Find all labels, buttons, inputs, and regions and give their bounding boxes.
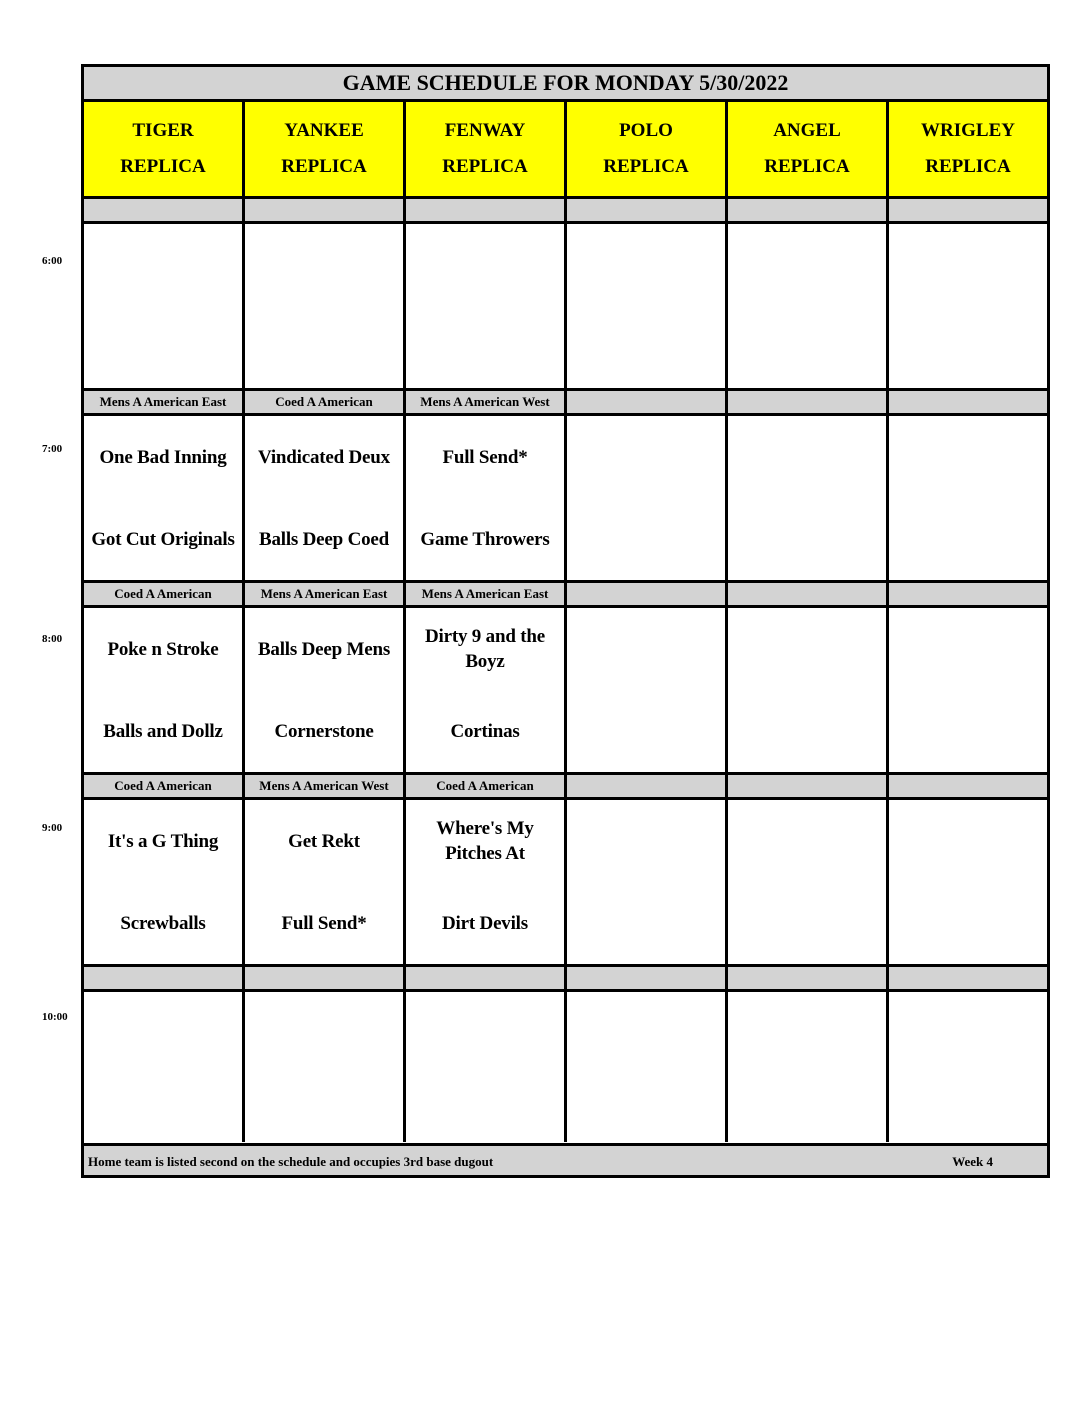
division-label bbox=[567, 583, 725, 605]
division-label bbox=[889, 199, 1047, 221]
division-label bbox=[889, 967, 1047, 989]
home-team bbox=[640, 498, 652, 580]
away-team bbox=[157, 992, 169, 1074]
away-team bbox=[962, 416, 974, 498]
game-slot bbox=[889, 992, 1047, 1156]
game-slot bbox=[245, 608, 403, 772]
home-team bbox=[962, 690, 974, 772]
game-slot bbox=[567, 800, 725, 964]
division-label bbox=[567, 199, 725, 221]
home-team bbox=[962, 498, 974, 580]
division-label bbox=[406, 199, 564, 221]
game-slot bbox=[245, 800, 403, 964]
game-slot bbox=[567, 224, 725, 388]
home-team bbox=[640, 306, 652, 388]
footer-note: Home team is listed second on the schedule and occupies 3rd base dugout bbox=[88, 1154, 494, 1169]
away-team bbox=[640, 992, 652, 1074]
away-team bbox=[640, 608, 652, 690]
division-label: Mens A American East bbox=[245, 583, 403, 605]
venue-header-wrigley bbox=[889, 102, 1047, 196]
game-slot bbox=[889, 224, 1047, 388]
venue-name: ANGEL bbox=[773, 120, 841, 141]
division-label: Mens A American West bbox=[406, 391, 564, 413]
game-slot bbox=[245, 992, 403, 1156]
division-label bbox=[889, 391, 1047, 413]
home-team bbox=[801, 498, 813, 580]
home-team bbox=[801, 690, 813, 772]
home-team: Cornerstone bbox=[274, 720, 374, 742]
away-team: Poke n Stroke bbox=[107, 638, 219, 660]
home-team bbox=[962, 306, 974, 388]
game-slot bbox=[84, 608, 242, 772]
away-team: Full Send* bbox=[442, 446, 528, 468]
schedule-grid bbox=[84, 102, 1047, 1142]
game-slot bbox=[567, 608, 725, 772]
away-team bbox=[318, 224, 330, 306]
venue-header-yankee bbox=[245, 102, 403, 196]
venue-header-polo bbox=[567, 102, 725, 196]
game-slot bbox=[406, 608, 564, 772]
away-team bbox=[157, 224, 169, 306]
away-team bbox=[479, 992, 491, 1074]
game-slot bbox=[889, 416, 1047, 580]
home-team bbox=[318, 306, 330, 388]
away-team bbox=[640, 224, 652, 306]
home-team bbox=[801, 882, 813, 964]
game-slot bbox=[84, 416, 242, 580]
division-label: Mens A American West bbox=[245, 775, 403, 797]
week-label: Week 4 bbox=[952, 1154, 993, 1169]
division-label bbox=[728, 583, 886, 605]
venue-type: REPLICA bbox=[764, 156, 850, 177]
home-team bbox=[640, 690, 652, 772]
game-slot bbox=[406, 800, 564, 964]
division-label bbox=[728, 391, 886, 413]
footer-bar bbox=[84, 1143, 1047, 1175]
division-label bbox=[406, 967, 564, 989]
home-team: Game Throwers bbox=[420, 528, 550, 550]
division-label bbox=[889, 775, 1047, 797]
game-slot bbox=[728, 800, 886, 964]
division-label: Mens A American East bbox=[84, 391, 242, 413]
venue-name: POLO bbox=[619, 120, 673, 141]
venue-name: WRIGLEY bbox=[921, 120, 1015, 141]
game-slot bbox=[728, 224, 886, 388]
division-label bbox=[728, 199, 886, 221]
home-team: Full Send* bbox=[281, 912, 367, 934]
home-team: Got Cut Originals bbox=[91, 528, 235, 550]
division-label: Coed A American bbox=[406, 775, 564, 797]
time-label-8: 8:00 bbox=[42, 633, 63, 645]
division-label bbox=[245, 967, 403, 989]
venue-type: REPLICA bbox=[281, 156, 367, 177]
away-team bbox=[318, 992, 330, 1074]
away-team bbox=[801, 992, 813, 1074]
home-team: Balls Deep Coed bbox=[258, 528, 389, 550]
division-label: Mens A American East bbox=[406, 583, 564, 605]
division-label bbox=[84, 967, 242, 989]
game-slot bbox=[728, 992, 886, 1156]
away-team bbox=[479, 224, 491, 306]
away-team bbox=[801, 608, 813, 690]
venue-type: REPLICA bbox=[925, 156, 1011, 177]
time-label-10: 10:00 bbox=[42, 1011, 68, 1023]
game-slot bbox=[728, 608, 886, 772]
venue-type: REPLICA bbox=[603, 156, 689, 177]
division-label bbox=[728, 967, 886, 989]
home-team: Screwballs bbox=[120, 912, 206, 934]
venue-type: REPLICA bbox=[120, 156, 206, 177]
time-column bbox=[0, 0, 80, 1408]
away-team: Dirty 9 and the Boyz bbox=[425, 626, 545, 672]
game-slot bbox=[84, 800, 242, 964]
away-team bbox=[801, 800, 813, 882]
venue-header-angel bbox=[728, 102, 886, 196]
venue-name: FENWAY bbox=[444, 120, 526, 141]
venue-header-tiger bbox=[84, 102, 242, 196]
home-team bbox=[157, 306, 169, 388]
game-slot bbox=[889, 608, 1047, 772]
away-team bbox=[640, 416, 652, 498]
division-label: Coed A American bbox=[84, 583, 242, 605]
game-slot bbox=[245, 416, 403, 580]
venue-type: REPLICA bbox=[442, 156, 528, 177]
away-team: Where's My Pitches At bbox=[436, 818, 534, 864]
away-team bbox=[801, 416, 813, 498]
schedule-sheet bbox=[81, 64, 1050, 1178]
time-label-9: 9:00 bbox=[42, 822, 63, 834]
home-team: Balls and Dollz bbox=[103, 720, 223, 742]
page-title: GAME SCHEDULE FOR MONDAY 5/30/2022 bbox=[84, 67, 1047, 102]
division-label bbox=[889, 583, 1047, 605]
division-label bbox=[567, 775, 725, 797]
time-label-7: 7:00 bbox=[42, 443, 63, 455]
game-slot bbox=[84, 224, 242, 388]
game-slot bbox=[245, 224, 403, 388]
venue-name: YANKEE bbox=[284, 120, 364, 141]
away-team: Vindicated Deux bbox=[258, 446, 390, 468]
division-label: Coed A American bbox=[245, 391, 403, 413]
home-team bbox=[640, 882, 652, 964]
game-slot bbox=[567, 992, 725, 1156]
away-team bbox=[640, 800, 652, 882]
division-label bbox=[567, 967, 725, 989]
division-label bbox=[84, 199, 242, 221]
division-label bbox=[728, 775, 886, 797]
home-team bbox=[801, 306, 813, 388]
away-team bbox=[962, 992, 974, 1074]
venue-header-fenway bbox=[406, 102, 564, 196]
home-team bbox=[479, 306, 491, 388]
away-team bbox=[962, 608, 974, 690]
time-label-6: 6:00 bbox=[42, 255, 63, 267]
away-team: One Bad Inning bbox=[99, 446, 227, 468]
away-team bbox=[962, 224, 974, 306]
game-slot bbox=[84, 992, 242, 1156]
game-slot bbox=[728, 416, 886, 580]
division-label bbox=[567, 391, 725, 413]
venue-name: TIGER bbox=[132, 120, 194, 141]
away-team bbox=[962, 800, 974, 882]
game-slot bbox=[567, 416, 725, 580]
game-slot bbox=[406, 992, 564, 1156]
away-team: Get Rekt bbox=[288, 830, 360, 852]
home-team: Cortinas bbox=[450, 720, 520, 742]
home-team bbox=[962, 882, 974, 964]
away-team: It's a G Thing bbox=[107, 830, 219, 852]
game-slot bbox=[889, 800, 1047, 964]
division-label: Coed A American bbox=[84, 775, 242, 797]
division-label bbox=[245, 199, 403, 221]
away-team: Balls Deep Mens bbox=[257, 638, 391, 660]
game-slot bbox=[406, 224, 564, 388]
home-team: Dirt Devils bbox=[442, 912, 528, 934]
away-team bbox=[801, 224, 813, 306]
game-slot bbox=[406, 416, 564, 580]
